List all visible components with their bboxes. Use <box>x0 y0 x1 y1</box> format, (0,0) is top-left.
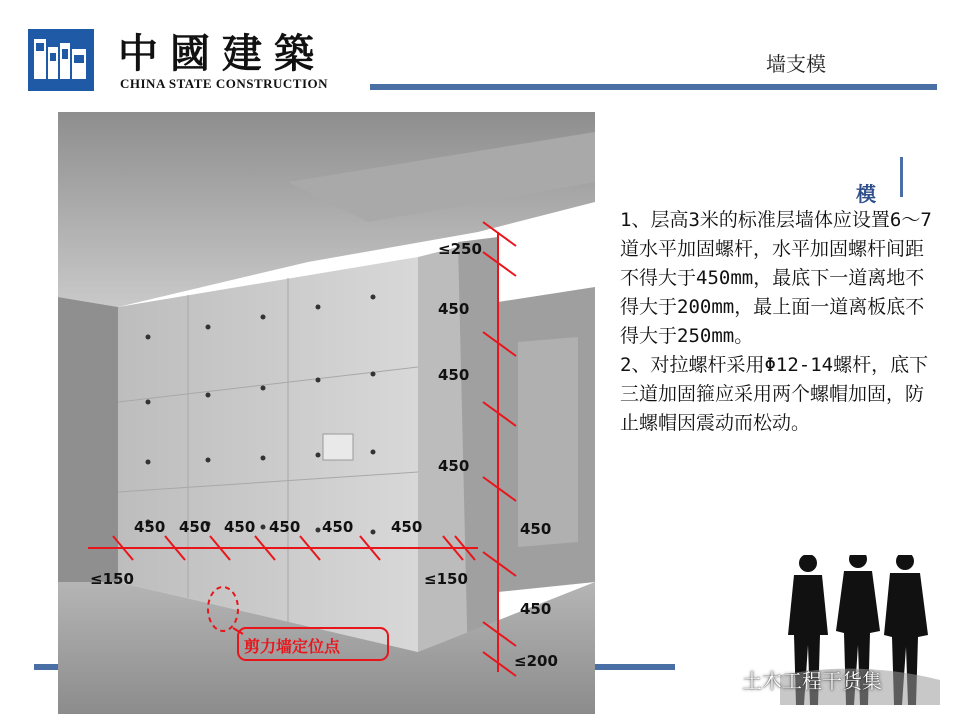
dimension-vertical-1: 450 <box>438 300 470 318</box>
footer-divider-right <box>595 664 675 670</box>
dimension-left-edge: ≤150 <box>90 570 134 588</box>
wall-formwork-photo <box>58 112 595 714</box>
watermark <box>708 664 882 694</box>
dimension-vertical-2: 450 <box>438 366 470 384</box>
watermark-text: 土木工程干货集 <box>742 668 882 693</box>
dimension-top: ≤250 <box>438 240 482 258</box>
dimension-horizontal-3: 450 <box>224 518 256 536</box>
dimension-horizontal-2: 450 <box>179 518 211 536</box>
dimension-right-edge: ≤150 <box>424 570 468 588</box>
dimension-vertical-5: 450 <box>520 600 552 618</box>
header-divider <box>370 84 937 90</box>
section-tag: 模 <box>856 182 876 206</box>
footer-divider-left <box>34 664 58 670</box>
dimension-horizontal-5: 450 <box>322 518 354 536</box>
brand-name-en: CHINA STATE CONSTRUCTION <box>120 76 329 91</box>
wechat-icon <box>708 668 734 690</box>
dimension-vertical-4: 450 <box>520 520 552 538</box>
callout-label: 剪力墙定位点 <box>244 637 341 656</box>
annotated-wall-illustration <box>58 112 595 714</box>
slide-title: 墙支模 <box>766 52 826 76</box>
dimension-horizontal-4: 450 <box>269 518 301 536</box>
dimension-horizontal-6: 450 <box>391 518 423 536</box>
dimension-vertical-3: 450 <box>438 457 470 475</box>
dimension-horizontal-1: 450 <box>134 518 166 536</box>
company-logo <box>28 29 94 91</box>
section-marker-bar <box>900 157 903 197</box>
brand-name-cn: 中國建築 <box>118 30 326 77</box>
cscec-logo-icon <box>28 29 94 91</box>
dimension-bottom: ≤200 <box>514 652 558 670</box>
description-paragraph-2: 2、对拉螺杆采用Φ12-14螺杆，底下三道加固箍应采用两个螺帽加固，防止螺帽因震动而松动。 <box>620 354 929 434</box>
description-text <box>620 206 940 438</box>
description-paragraph-1: 1、层高3米的标准层墙体应设置6～7道水平加固螺杆，水平加固螺杆间距不得大于450mm，最底下一道离地不得大于200mm，最上面一道离板底不得大于250mm。 <box>620 209 932 347</box>
